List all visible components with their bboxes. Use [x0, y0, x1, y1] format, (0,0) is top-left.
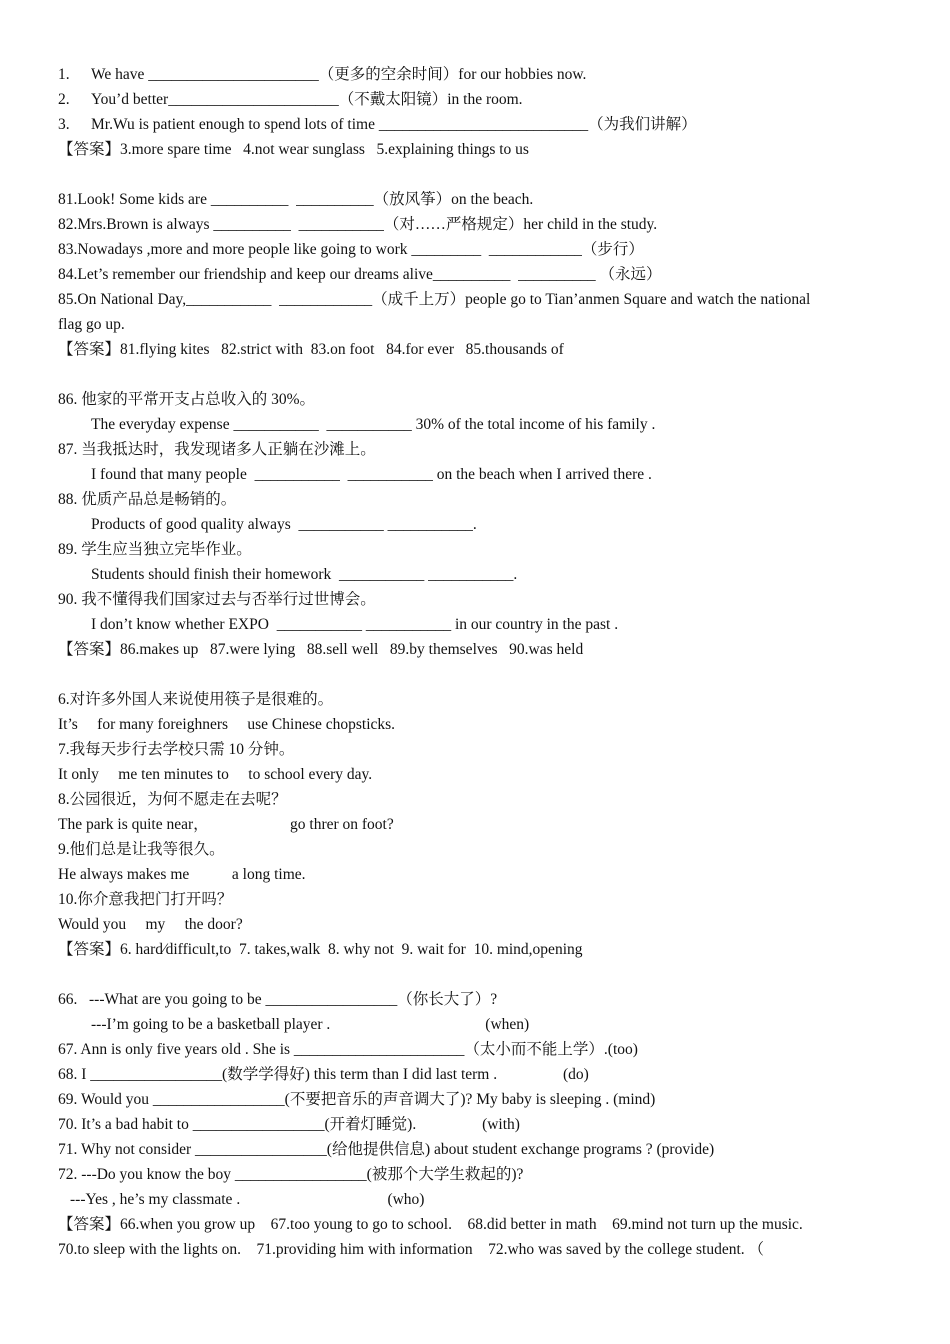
question-2	[58, 87, 888, 112]
question-85-continued: flag go up.	[58, 316, 125, 333]
question-6-english: It’s for many foreighners use Chinese chopsticks.	[58, 716, 396, 733]
question-number: 2.	[58, 91, 70, 108]
question-text: We have ______________________（更多的空余时间）for our hobbies now.	[91, 66, 587, 83]
section-2	[58, 187, 888, 362]
question-84: 84.Let’s remember our friendship and keep our dreams alive__________ __________ （永远）	[58, 266, 662, 283]
question-text: Mr.Wu is patient enough to spend lots of time ___________________________（为我们讲解）	[91, 116, 697, 133]
question-67: 67. Ann is only five years old . She is ______________________（太小而不能上学）.(too)	[58, 1041, 638, 1058]
section-3	[58, 387, 888, 662]
question-85: 85.On National Day,___________ ____________（成千上万）people go to Tian’anmen Square and watch the national	[58, 291, 811, 308]
answer-line: 【答案】66.when you grow up 67.too young to go to school. 68.did better in math 69.mind not turn up the music.	[58, 1216, 803, 1233]
question-8-english: The park is quite near， go threr on foot?	[58, 816, 394, 833]
question-10-chinese: 10.你介意我把门打开吗？	[58, 891, 233, 908]
answer-line: 【答案】81.flying kites 82.strict with 83.on foot 84.for ever 85.thousands of	[58, 341, 564, 358]
question-83: 83.Nowadays ,more and more people like going to work _________ ____________（步行）	[58, 241, 644, 258]
question-3	[58, 112, 888, 137]
question-89-english: Students should finish their homework ___________ ___________.	[91, 566, 518, 583]
question-86-chinese: 86. 他家的平常开支占总收入的 30%。	[58, 391, 316, 408]
question-7-chinese: 7.我每天步行去学校只需 10 分钟。	[58, 741, 295, 758]
question-71: 71. Why not consider _________________(给他提供信息) about student exchange programs ? (provide)	[58, 1141, 715, 1158]
document-page	[58, 62, 888, 1262]
question-82: 82.Mrs.Brown is always __________ ___________（对……严格规定）her child in the study.	[58, 216, 658, 233]
question-87-english: I found that many people ___________ ___________ on the beach when I arrived there .	[91, 466, 652, 483]
answer-line: 【答案】86.makes up 87.were lying 88.sell well 89.by themselves 90.was held	[58, 641, 584, 658]
question-70: 70. It’s a bad habit to _________________(开着灯睡觉). (with)	[58, 1116, 520, 1133]
question-9-english: He always makes me a long time.	[58, 866, 306, 883]
question-number: 1.	[58, 66, 70, 83]
question-88-english: Products of good quality always ___________ ___________.	[91, 516, 477, 533]
question-number: 3.	[58, 116, 70, 133]
question-81: 81.Look! Some kids are __________ __________（放风筝）on the beach.	[58, 191, 534, 208]
answer-line-continued: 70.to sleep with the lights on. 71.providing him with information 72.who was saved by the college student. （	[58, 1241, 765, 1258]
question-9-chinese: 9.他们总是让我等很久。	[58, 841, 225, 858]
question-text: You’d better______________________（不戴太阳镜）in the room.	[91, 91, 523, 108]
question-7-english: It only me ten minutes to to school every day.	[58, 766, 373, 783]
question-69: 69. Would you _________________(不要把音乐的声音调大了)? My baby is sleeping . (mind)	[58, 1091, 656, 1108]
question-1	[58, 62, 888, 87]
question-6-chinese: 6.对许多外国人来说使用筷子是很难的。	[58, 691, 334, 708]
question-10-english: Would you my the door?	[58, 916, 243, 933]
question-87-chinese: 87. 当我抵达时，我发现诸多人正躺在沙滩上。	[58, 441, 376, 458]
answer-line: 【答案】6. hard⁄difficult,to 7. takes,walk 8. why not 9. wait for 10. mind,opening	[58, 941, 583, 958]
question-72-reply: ---Yes , he’s my classmate . (who)	[70, 1191, 425, 1208]
question-66: 66. ---What are you going to be _________________（你长大了）?	[58, 991, 498, 1008]
question-90-chinese: 90. 我不懂得我们国家过去与否举行过世博会。	[58, 591, 376, 608]
question-66-reply: ---I’m going to be a basketball player . (when)	[91, 1016, 530, 1033]
answer-line: 【答案】3.more spare time 4.not wear sunglass 5.explaining things to us	[58, 141, 529, 158]
question-89-chinese: 89. 学生应当独立完毕作业。	[58, 541, 252, 558]
section-1	[58, 62, 888, 162]
section-5	[58, 987, 888, 1262]
section-4	[58, 687, 888, 962]
question-72: 72. ---Do you know the boy _________________(被那个大学生救起的)?	[58, 1166, 524, 1183]
question-68: 68. I _________________(数学学得好) this term than I did last term . (do)	[58, 1066, 589, 1083]
question-8-chinese: 8.公园很近，为何不愿走在去呢？	[58, 791, 287, 808]
question-86-english: The everyday expense ___________ ___________ 30% of the total income of his family .	[91, 416, 656, 433]
question-88-chinese: 88. 优质产品总是畅销的。	[58, 491, 237, 508]
question-90-english: I don’t know whether EXPO ___________ ___________ in our country in the past .	[91, 616, 619, 633]
